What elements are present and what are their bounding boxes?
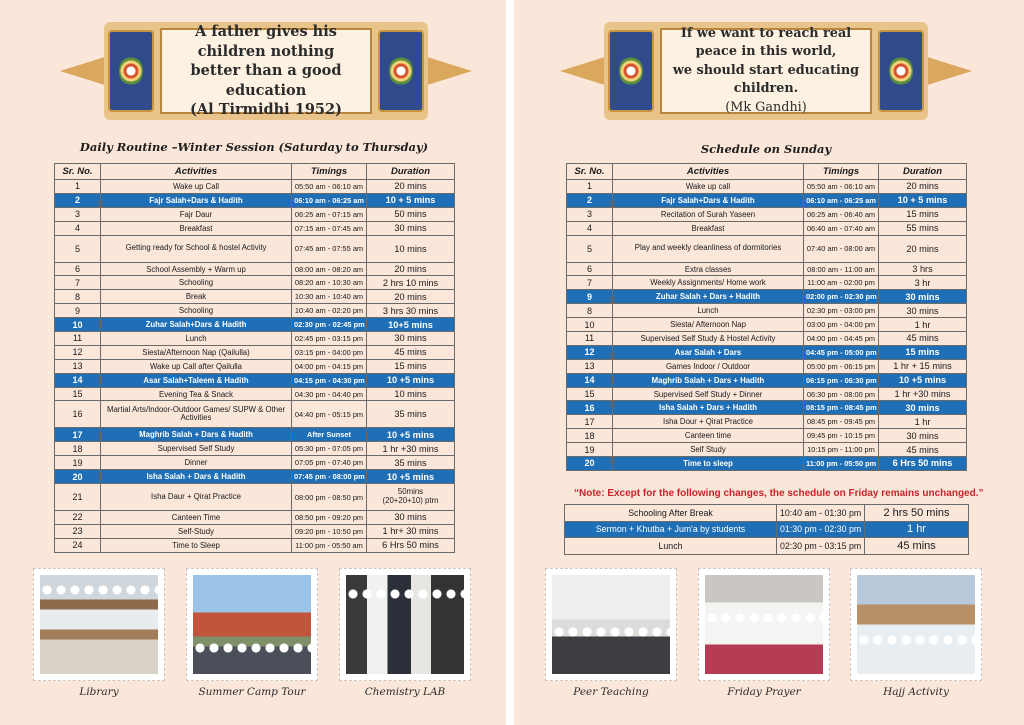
table-row [55, 511, 455, 525]
cell-sr-no: 11 [55, 332, 101, 346]
cell-timing: 06:15 pm - 06:30 pm [804, 373, 879, 387]
cell-activity: Time to Sleep [101, 538, 292, 552]
cell-sr-no: 14 [55, 373, 101, 387]
cell-timing: 07:45 am - 07:55 am [292, 235, 367, 262]
cell-duration: 45 mins [879, 443, 967, 457]
photo-peer-teaching [545, 568, 677, 681]
cell-duration: 10 +5 mins [367, 373, 455, 387]
caption-peer-teaching: Peer Teaching [573, 686, 649, 698]
cell-timing: 08:00 am - 11:00 am [804, 262, 879, 276]
cell-duration: 30 mins [879, 429, 967, 443]
table-row [567, 235, 967, 262]
right-section-title: Schedule on Sunday [700, 142, 832, 156]
table-row [567, 318, 967, 332]
floral-ornament-icon [378, 30, 424, 112]
table-row [55, 359, 455, 373]
cell-activity: Time to sleep [613, 457, 804, 471]
cell-duration: 3 hrs [879, 262, 967, 276]
table-row [55, 387, 455, 401]
cell-duration: 10 +5 mins [367, 470, 455, 484]
table-row [55, 207, 455, 221]
cell-timing: 08:00 pm - 08:50 pm [292, 484, 367, 511]
cell-activity: Lunch [613, 304, 804, 318]
table-row [55, 538, 455, 552]
cell-duration: 1 hr +30 mins [879, 387, 967, 401]
friday-note: “Note: Except for the following changes, the schedule on Friday remains unchanged.” [574, 488, 984, 499]
cell-sr-no: 8 [567, 304, 613, 318]
cell-sr-no: 8 [55, 290, 101, 304]
table-row [55, 180, 455, 194]
cell-sr-no: 12 [55, 345, 101, 359]
cell-timing: 04:15 pm - 04:30 pm [292, 373, 367, 387]
cell-duration: 30 mins [367, 332, 455, 346]
cell-duration: 20 mins [879, 180, 967, 194]
table-row [55, 456, 455, 470]
cell-sr-no: 22 [55, 511, 101, 525]
cell-duration: 10+5 mins [367, 318, 455, 332]
table-row [55, 484, 455, 511]
friday-changes-table [564, 504, 969, 555]
cell-activity: Martial Arts/Indoor-Outdoor Games/ SUPW & Other Activities [101, 401, 292, 428]
table-row [567, 221, 967, 235]
cell-sr-no: 13 [55, 359, 101, 373]
quote-attribution: (Mk Gandhi) [725, 99, 807, 115]
cell-timing: 07:40 am - 08:00 am [804, 235, 879, 262]
table-row [565, 521, 969, 538]
header-activities: Activities [101, 164, 292, 180]
cell-duration: 2 hrs 10 mins [367, 276, 455, 290]
cell-duration: 2 hrs 50 mins [865, 505, 969, 522]
table-row [567, 345, 967, 359]
cell-duration: 1 hr [879, 415, 967, 429]
cell-timing: 11:00 pm - 05:50 pm [804, 457, 879, 471]
cell-activity: Dinner [101, 456, 292, 470]
cell-duration: 1 hr [865, 521, 969, 538]
cell-activity: Self Study [613, 443, 804, 457]
table-row [55, 470, 455, 484]
cell-timing: 05:50 am - 06:10 am [804, 180, 879, 194]
cell-duration [367, 484, 455, 511]
cell-activity: Wake up Call [101, 180, 292, 194]
quote-line: we should start educating children. [672, 62, 860, 97]
cell-timing: 04:00 pm - 04:45 pm [804, 332, 879, 346]
cell-timing: 07:45 pm - 08:00 pm [292, 470, 367, 484]
cell-activity: Wake up call [613, 180, 804, 194]
cell-duration: 35 mins [367, 401, 455, 428]
cell-sr-no: 1 [567, 180, 613, 194]
quote-line: If we want to reach real peace in this world, [680, 25, 852, 60]
table-row [55, 193, 455, 207]
sunday-schedule-table [566, 163, 967, 471]
cell-sr-no: 2 [55, 193, 101, 207]
cell-timing: 08:00 am - 08:20 am [292, 262, 367, 276]
cell-sr-no: 17 [55, 428, 101, 442]
table-row [567, 359, 967, 373]
cell-timing: 11:00 pm - 05:50 am [292, 538, 367, 552]
cell-sr-no: 1 [55, 180, 101, 194]
cell-timing: 06:40 am - 07:40 am [804, 221, 879, 235]
table-row [567, 457, 967, 471]
cell-activity: Supervised Self Study & Hostel Activity [613, 332, 804, 346]
table-row [567, 332, 967, 346]
cell-sr-no: 5 [567, 235, 613, 262]
table-row [567, 415, 967, 429]
photo-summer-camp [186, 568, 318, 681]
cell-duration: 55 mins [879, 221, 967, 235]
cell-sr-no: 3 [567, 207, 613, 221]
cell-timing: 06:25 am - 07:15 am [292, 207, 367, 221]
cell-timing: 08:15 pm - 08:45 pm [804, 401, 879, 415]
cell-sr-no: 15 [55, 387, 101, 401]
cell-duration: 30 mins [367, 221, 455, 235]
table-row [567, 276, 967, 290]
cell-sr-no: 15 [567, 387, 613, 401]
table-row [567, 290, 967, 304]
table-row [55, 262, 455, 276]
cell-timing: 07:05 pm - 07:40 pm [292, 456, 367, 470]
cell-activity: Schooling [101, 304, 292, 318]
header-sr-no: Sr. No. [567, 164, 613, 180]
cell-timing: 06:10 am - 06:25 am [804, 193, 879, 207]
cell-duration: 30 mins [879, 290, 967, 304]
cell-sr-no: 18 [55, 442, 101, 456]
cell-duration: 20 mins [367, 290, 455, 304]
cell-sr-no: 12 [567, 345, 613, 359]
cell-duration: 1 hr [879, 318, 967, 332]
header-duration: Duration [367, 164, 455, 180]
cell-activity: Breakfast [101, 221, 292, 235]
table-row [567, 443, 967, 457]
table-header-row [55, 164, 455, 180]
cell-duration: 3 hr [879, 276, 967, 290]
cell-timing: 05:00 pm - 06:15 pm [804, 359, 879, 373]
cell-timing: 04:40 pm - 05:15 pm [292, 401, 367, 428]
cell-sr-no: 23 [55, 524, 101, 538]
header-timings: Timings [804, 164, 879, 180]
cell-activity: Play and weekly cleanliness of dormitories [613, 235, 804, 262]
cell-activity: Recitation of Surah Yaseen [613, 207, 804, 221]
cell-activity: Lunch [565, 538, 777, 555]
cell-duration: 30 mins [879, 401, 967, 415]
cell-sr-no: 11 [567, 332, 613, 346]
cell-sr-no: 19 [55, 456, 101, 470]
cell-duration: 15 mins [879, 345, 967, 359]
quote-attribution: (Al Tirmidhi 1952) [190, 101, 342, 119]
caption-hajj-activity: Hajj Activity [883, 686, 949, 698]
cell-sr-no: 16 [567, 401, 613, 415]
cell-activity: Siesta/ Afternoon Nap [613, 318, 804, 332]
cell-timing: 08:50 pm - 09:20 pm [292, 511, 367, 525]
cell-activity: Supervised Self Study [101, 442, 292, 456]
cell-activity: Maghrib Salah + Dars + Hadith [613, 373, 804, 387]
cell-timing: 01:30 pm - 02:30 pm [777, 521, 865, 538]
cell-activity: Getting ready for School & hostel Activity [101, 235, 292, 262]
cell-activity: Zuhar Salah + Dars + Hadith [613, 290, 804, 304]
cell-sr-no: 3 [55, 207, 101, 221]
cell-activity: Fajr Salah+Dars & Hadith [613, 193, 804, 207]
right-quote-banner [556, 22, 976, 120]
cell-duration: 10 +5 mins [879, 373, 967, 387]
cell-activity: Asar Salah + Dars [613, 345, 804, 359]
cell-duration: 10 + 5 mins [879, 193, 967, 207]
cell-duration: 50 mins [367, 207, 455, 221]
cell-duration: 20 mins [367, 180, 455, 194]
cell-duration: 15 mins [367, 359, 455, 373]
cell-duration: 1 hr + 15 mins [879, 359, 967, 373]
cell-sr-no: 21 [55, 484, 101, 511]
cell-duration: 45 mins [367, 345, 455, 359]
cell-activity: Schooling [101, 276, 292, 290]
cell-timing: 06:10 am - 06:25 am [292, 193, 367, 207]
table-row [55, 318, 455, 332]
cell-duration: 45 mins [865, 538, 969, 555]
cell-activity: Siesta/Afternoon Nap (Qailulla) [101, 345, 292, 359]
cell-duration: 6 Hrs 50 mins [879, 457, 967, 471]
table-row [567, 193, 967, 207]
cell-timing: 02:30 pm - 03:15 pm [777, 538, 865, 555]
cell-duration: 45 mins [879, 332, 967, 346]
cell-sr-no: 14 [567, 373, 613, 387]
cell-sr-no: 2 [567, 193, 613, 207]
cell-sr-no: 10 [567, 318, 613, 332]
cell-timing: 08:45 pm - 09:45 pm [804, 415, 879, 429]
cell-timing: 06:30 pm - 08:00 pm [804, 387, 879, 401]
table-header-row [567, 164, 967, 180]
cell-duration: 30 mins [367, 511, 455, 525]
floral-ornament-icon [878, 30, 924, 112]
cell-duration: 20 mins [367, 262, 455, 276]
table-row [567, 207, 967, 221]
cell-duration: 3 hrs 30 mins [367, 304, 455, 318]
cell-sr-no: 17 [567, 415, 613, 429]
cell-sr-no: 9 [567, 290, 613, 304]
table-row [567, 262, 967, 276]
cell-timing: 02:00 pm - 02:30 pm [804, 290, 879, 304]
cell-activity: Zuhar Salah+Dars & Hadith [101, 318, 292, 332]
cell-timing: 10:30 am - 10:40 am [292, 290, 367, 304]
photo-chemistry-lab [339, 568, 471, 681]
header-timings: Timings [292, 164, 367, 180]
cell-sr-no: 6 [567, 262, 613, 276]
cell-activity: Sermon + Khutba + Jum'a by students [565, 521, 777, 538]
cell-sr-no: 7 [55, 276, 101, 290]
cell-activity: Canteen Time [101, 511, 292, 525]
cell-timing: 05:30 pm - 07:05 pm [292, 442, 367, 456]
table-row [565, 505, 969, 522]
cell-timing: 06:25 am - 06:40 am [804, 207, 879, 221]
table-row [567, 304, 967, 318]
cell-timing: 05:50 am - 06:10 am [292, 180, 367, 194]
cell-timing: 03:00 pm - 04:00 pm [804, 318, 879, 332]
left-section-title: Daily Routine –Winter Session (Saturday to Thursday) [79, 140, 429, 154]
table-row [567, 180, 967, 194]
quote-line: A father gives his children nothing [195, 23, 337, 60]
cell-activity: Schooling After Break [565, 505, 777, 522]
left-quote-text [160, 23, 372, 119]
cell-activity: Self-Study [101, 524, 292, 538]
table-row [55, 442, 455, 456]
page-gutter [506, 0, 514, 725]
cell-activity: Fajr Daur [101, 207, 292, 221]
table-row [55, 304, 455, 318]
cell-timing: 04:30 pm - 04:40 pm [292, 387, 367, 401]
table-row [55, 290, 455, 304]
header-activities: Activities [613, 164, 804, 180]
cell-duration: 10 + 5 mins [367, 193, 455, 207]
cell-timing: 11:00 am - 02:00 pm [804, 276, 879, 290]
table-row [565, 538, 969, 555]
cell-sr-no: 4 [567, 221, 613, 235]
floral-ornament-icon [108, 30, 154, 112]
cell-activity: Weekly Assignments/ Home work [613, 276, 804, 290]
cell-sr-no: 13 [567, 359, 613, 373]
cell-activity: Isha Dour + Qirat Practice [613, 415, 804, 429]
cell-sr-no: 20 [567, 457, 613, 471]
table-row [55, 276, 455, 290]
cell-timing: 10:40 am - 01:30 pm [777, 505, 865, 522]
cell-duration: 1 hr+ 30 mins [367, 524, 455, 538]
cell-activity: Isha Salah + Dars & Hadith [101, 470, 292, 484]
cell-timing: 10:15 pm - 11:00 pm [804, 443, 879, 457]
cell-activity: Evening Tea & Snack [101, 387, 292, 401]
cell-sr-no: 19 [567, 443, 613, 457]
table-row [567, 387, 967, 401]
cell-sr-no: 9 [55, 304, 101, 318]
cell-activity: Extra classes [613, 262, 804, 276]
right-quote-text [660, 25, 872, 115]
table-row [567, 373, 967, 387]
cell-sr-no: 10 [55, 318, 101, 332]
photo-hajj-activity [850, 568, 982, 681]
cell-timing: 03:15 pm - 04:00 pm [292, 345, 367, 359]
cell-activity: Asar Salah+Taleem & Hadith [101, 373, 292, 387]
cell-duration: 30 mins [879, 304, 967, 318]
cell-activity: Supervised Self Study + Dinner [613, 387, 804, 401]
cell-sr-no: 4 [55, 221, 101, 235]
cell-duration: 35 mins [367, 456, 455, 470]
cell-timing: 10:40 am - 02:20 pm [292, 304, 367, 318]
cell-activity: Canteen time [613, 429, 804, 443]
cell-activity: Wake up Call after Qailulla [101, 359, 292, 373]
cell-duration: 6 Hrs 50 mins [367, 538, 455, 552]
cell-duration: 1 hr +30 mins [367, 442, 455, 456]
cell-duration: 10 mins [367, 387, 455, 401]
cell-timing: 07:15 am - 07:45 am [292, 221, 367, 235]
caption-friday-prayer: Friday Prayer [727, 686, 801, 698]
table-row [55, 235, 455, 262]
table-row [55, 428, 455, 442]
cell-timing: 02:30 pm - 03:00 pm [804, 304, 879, 318]
left-page [0, 0, 506, 725]
cell-activity: Isha Daur + Qirat Practice [101, 484, 292, 511]
header-duration: Duration [879, 164, 967, 180]
table-row [567, 429, 967, 443]
table-row [55, 524, 455, 538]
cell-timing: 04:00 pm - 04:15 pm [292, 359, 367, 373]
table-row [55, 345, 455, 359]
cell-duration: 10 +5 mins [367, 428, 455, 442]
duration-value: 50mins [397, 487, 424, 497]
table-row [55, 401, 455, 428]
cell-activity: Isha Salah + Dars + Hadith [613, 401, 804, 415]
photo-friday-prayer [698, 568, 830, 681]
cell-sr-no: 20 [55, 470, 101, 484]
table-row [567, 401, 967, 415]
cell-duration: 20 mins [879, 235, 967, 262]
cell-sr-no: 7 [567, 276, 613, 290]
header-sr-no: Sr. No. [55, 164, 101, 180]
cell-timing: 08:20 am - 10:30 am [292, 276, 367, 290]
caption-summer-camp: Summer Camp Tour [198, 686, 306, 698]
table-row [55, 373, 455, 387]
caption-chemistry-lab: Chemistry LAB [364, 686, 446, 698]
winter-schedule-table [54, 163, 455, 553]
cell-sr-no: 6 [55, 262, 101, 276]
table-row [55, 332, 455, 346]
cell-sr-no: 5 [55, 235, 101, 262]
right-page [514, 0, 1024, 725]
cell-activity: School Assembly + Warm up [101, 262, 292, 276]
cell-activity: Games Indoor / Outdoor [613, 359, 804, 373]
cell-sr-no: 18 [567, 429, 613, 443]
cell-activity: Breakfast [613, 221, 804, 235]
cell-timing: 02:45 pm - 03:15 pm [292, 332, 367, 346]
cell-duration: 10 mins [367, 235, 455, 262]
photo-library [33, 568, 165, 681]
duration-pattern: (20+20+10) ptrn [382, 496, 439, 506]
cell-timing: 04:45 pm - 05:00 pm [804, 345, 879, 359]
cell-sr-no: 24 [55, 538, 101, 552]
caption-library: Library [79, 686, 119, 698]
cell-activity: Maghrib Salah + Dars & Hadith [101, 428, 292, 442]
cell-duration: 15 mins [879, 207, 967, 221]
cell-timing: 09:45 pm - 10:15 pm [804, 429, 879, 443]
cell-activity: Break [101, 290, 292, 304]
cell-sr-no: 16 [55, 401, 101, 428]
floral-ornament-icon [608, 30, 654, 112]
cell-timing: After Sunset [292, 428, 367, 442]
cell-activity: Fajr Salah+Dars & Hadith [101, 193, 292, 207]
left-quote-banner [56, 22, 476, 120]
quote-line: better than a good education [190, 62, 342, 99]
table-row [55, 221, 455, 235]
cell-activity: Lunch [101, 332, 292, 346]
cell-timing: 09:20 pm - 10:50 pm [292, 524, 367, 538]
cell-timing: 02:30 pm - 02:45 pm [292, 318, 367, 332]
